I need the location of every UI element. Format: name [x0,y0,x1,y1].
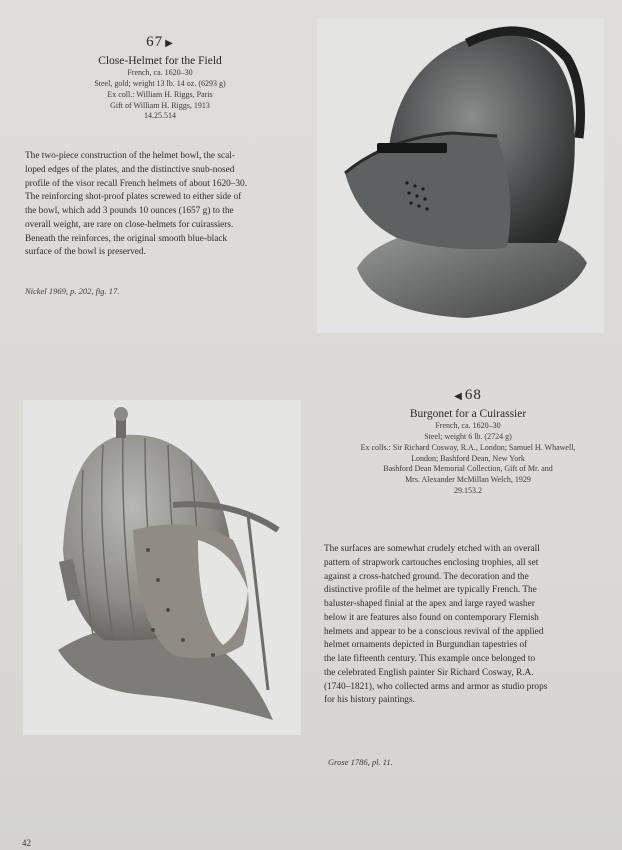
entry-68-citation: Grose 1786, pl. 11. [328,757,393,767]
meta-line: Mrs. Alexander McMillan Welch, 1929 [405,475,531,485]
body-line: baluster-shaped finial at the apex and large rayed washer [324,599,535,609]
body-line: for his history paintings. [324,695,415,706]
body-line: the late fifteenth century. This example once belonged to [324,654,536,664]
body-line: overall weight, are rare on close-helmets for cuirassiers. [25,219,234,230]
meta-line: 29.153.2 [454,485,482,495]
body-line: distinctive profile of the helmet are typically French. The [324,585,537,596]
entry-67-heading [40,33,280,122]
catalog-number [40,33,280,52]
body-line: below it are features also found on contemporary Flemish [324,612,539,623]
meta-line: French, ca. 1620–30 [435,421,501,431]
burgonet-photo [23,400,301,735]
body-line: The surfaces are somewhat crudely etched with an overall [324,544,540,554]
meta-line: French, ca. 1620–30 [127,68,193,78]
entry-68-description [324,543,610,708]
meta-line: Gift of William H. Riggs, 1913 [110,100,210,110]
arrow-right-icon: ▶ [165,38,174,49]
body-line: pattern of strapwork cartouches enclosing trophies, all set [324,557,539,568]
meta-line: Steel, gold; weight 13 lb. 14 oz. (6293 g) [94,78,226,88]
body-line: Beneath the reinforces, the original smooth blue-black [25,233,228,244]
meta-line: Bashford Dean Memorial Collection, Gift of Mr. and [383,464,553,474]
body-line: the bowl, which add 3 pounds 10 ounces (1657 g) to the [25,206,234,216]
meta-line: Ex colls.: Sir Richard Cosway, R.A., London; Samuel H. Whawell, [360,442,576,452]
meta-line: Ex coll.: William H. Riggs, Paris [107,89,213,99]
arrow-left-icon: ◀ [454,391,463,402]
body-line: loped edges of the plates, and the distinctive snub-nosed [25,164,235,175]
page-number: 42 [22,838,31,848]
entry-title: Close-Helmet for the Field [98,54,222,67]
body-line: profile of the visor recall French helmets of about 1620–30. [25,178,248,189]
catalog-number-value: 67 [146,34,164,50]
body-line: surface of the bowl is preserved. [25,247,146,258]
body-line: against a cross-hatched ground. The decoration and the [324,571,529,582]
entry-67-citation: Nickel 1969, p. 202, fig. 17. [25,286,120,296]
close-helmet-photo [317,18,604,333]
body-line: (1740–1821), who collected arms and armor as studio props [324,681,548,692]
meta-line: London; Bashford Dean, New York [411,453,525,463]
entry-title: Burgonet for a Cuirassier [409,407,527,420]
body-line: the celebrated English painter Sir Richard Cosway, R.A. [324,667,534,678]
entry-67-description [25,150,300,260]
catalog-number [318,386,618,405]
catalog-number-value: 68 [464,387,482,403]
meta-line: 14.25.514 [144,111,176,121]
entry-meta [40,68,280,122]
entry-meta [318,421,618,497]
meta-line: Steel; weight 6 lb. (2724 g) [424,431,512,441]
body-line: The reinforcing shot-proof plates screwed to either side of [25,192,242,203]
body-line: helmet ornaments depicted in Burgundian tapestries of [324,640,528,651]
body-line: The two-piece construction of the helmet bowl, the scal- [25,151,235,161]
entry-68-heading [318,386,618,497]
body-line: helmets and appear to be a conscious revival of the applied [324,626,544,637]
